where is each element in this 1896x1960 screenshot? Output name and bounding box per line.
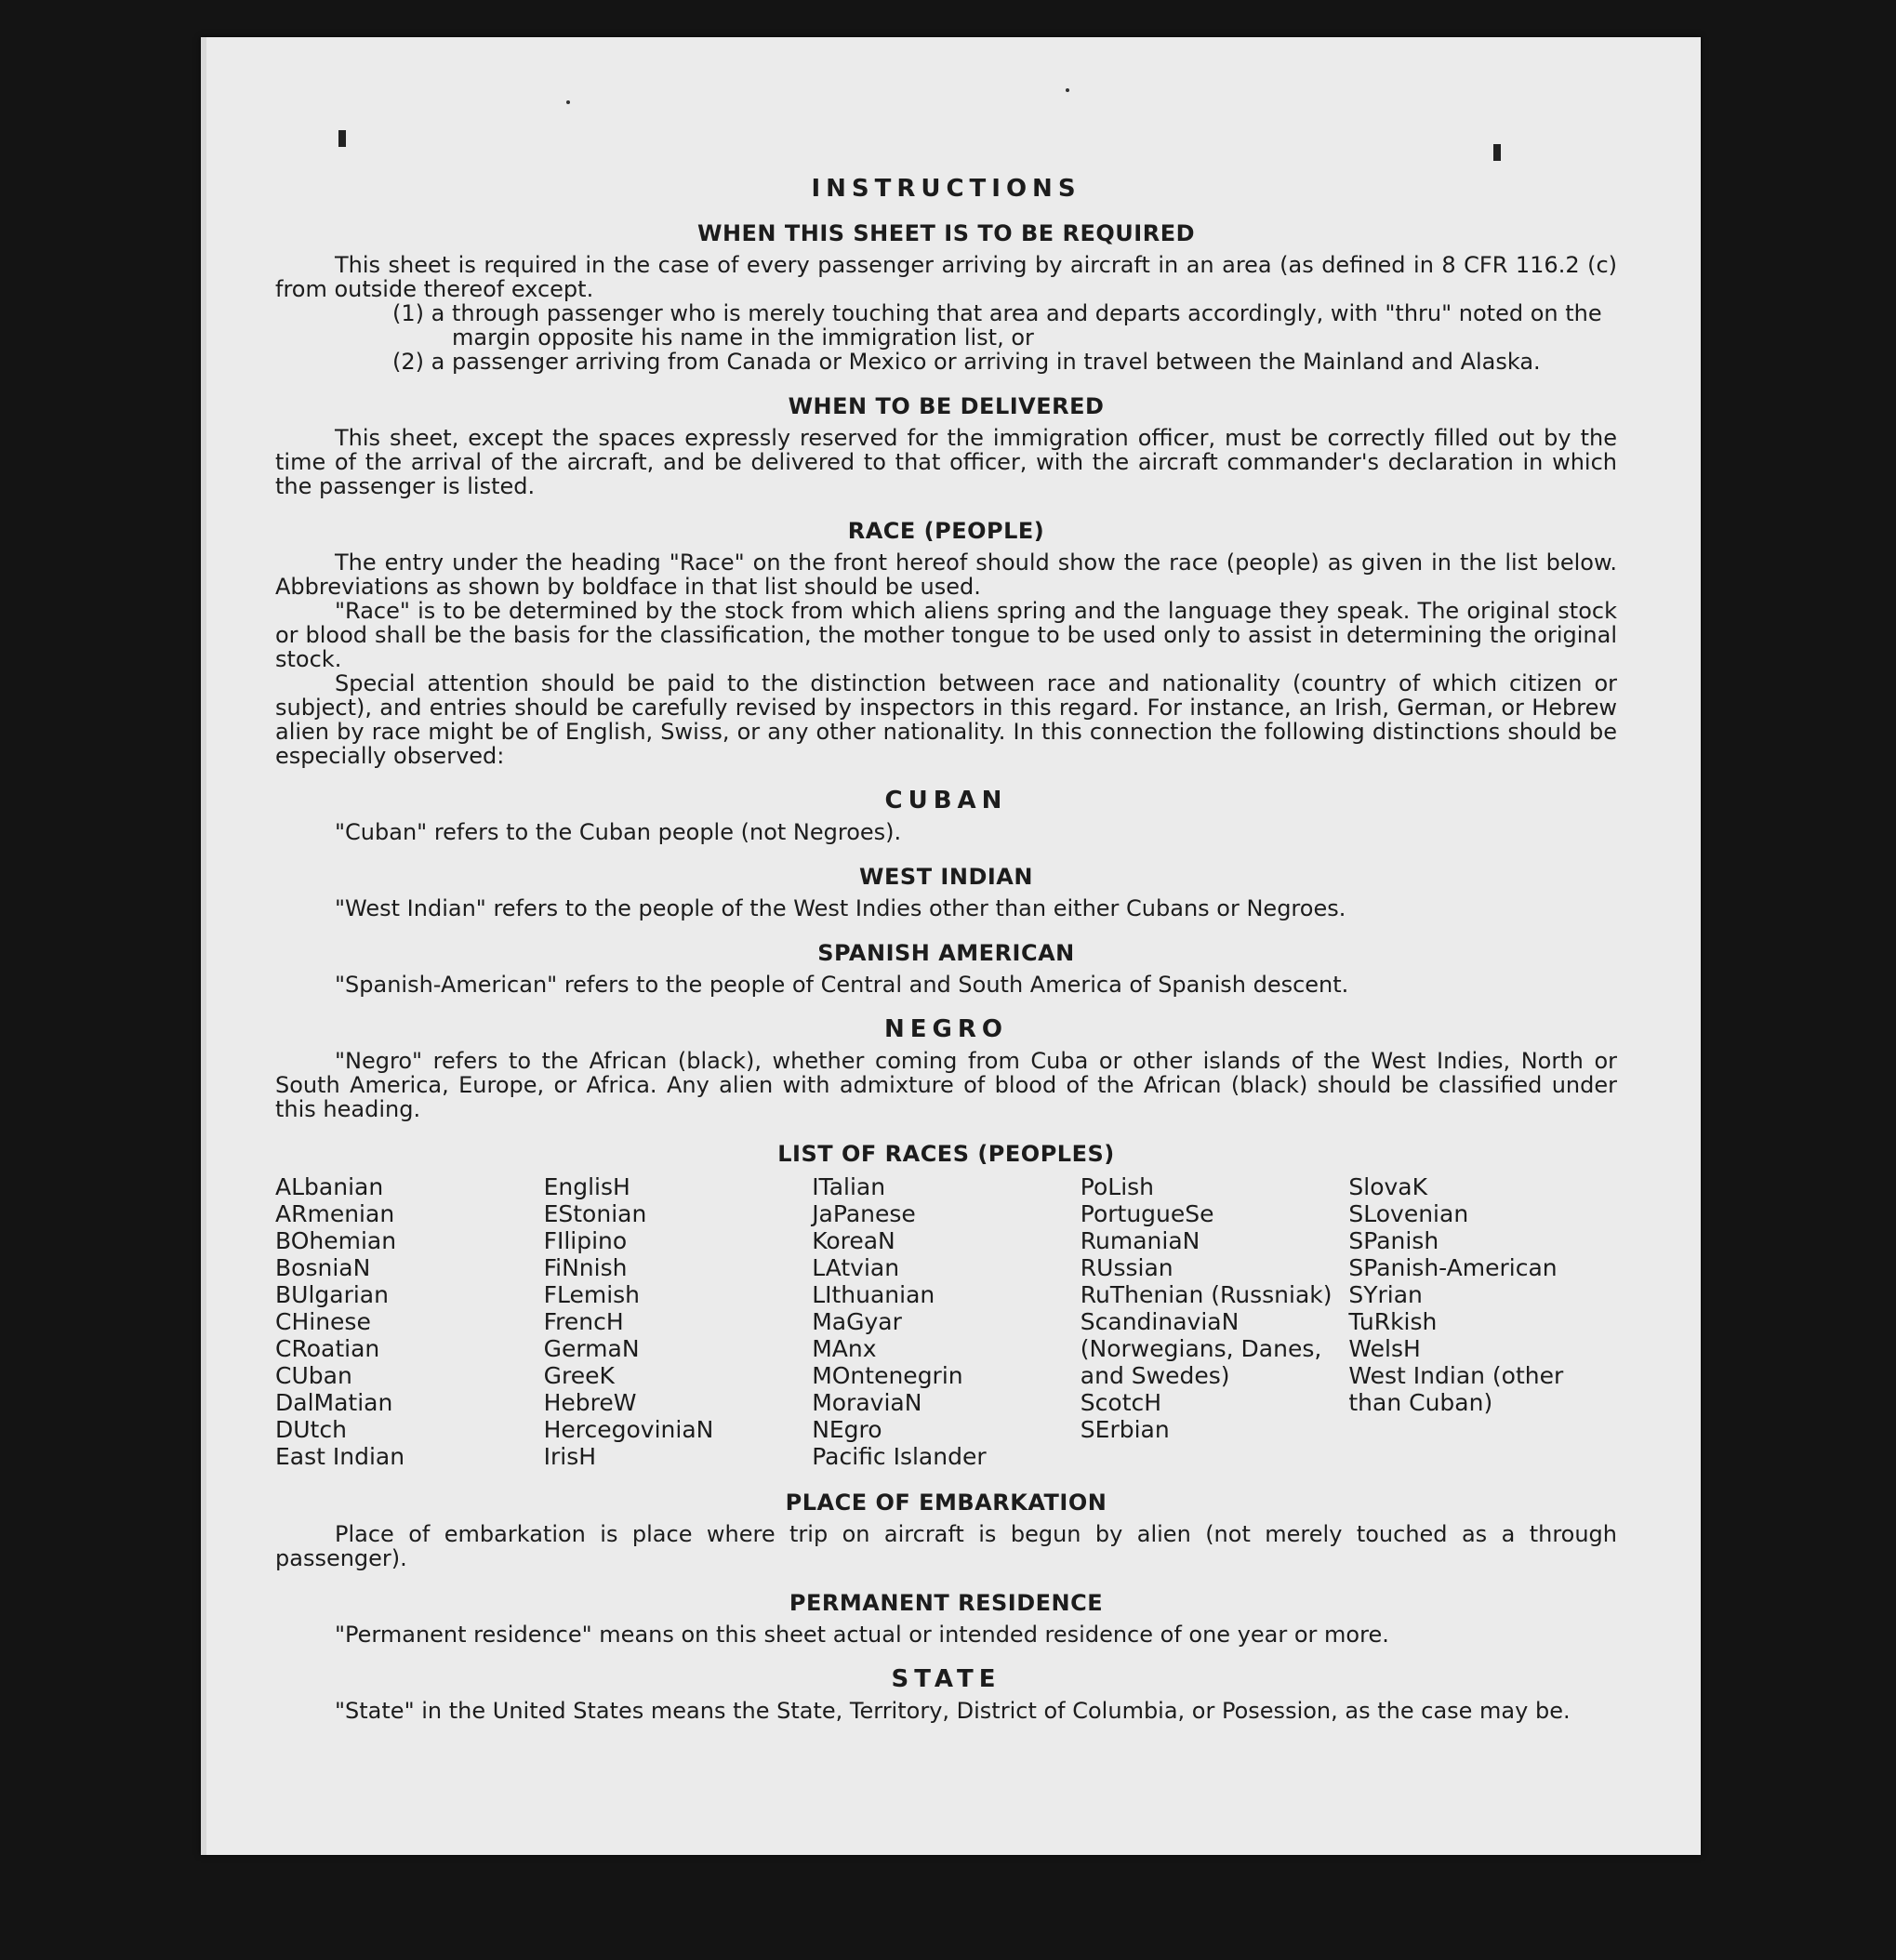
race-entry: ITalian (812, 1173, 886, 1200)
race-entry: BOhemian (275, 1227, 397, 1254)
race-entry: SErbian (1080, 1416, 1170, 1443)
paragraph-state: "State" in the United States means the State, Territory, District of Columbia, or Posession, as the case may be. (335, 1698, 1571, 1724)
heading-required: WHEN THIS SHEET IS TO BE REQUIRED (696, 220, 1196, 246)
race-entry: SLovenian (1348, 1200, 1469, 1227)
race-entry: FrencH (543, 1308, 624, 1335)
heading-west-indian: WEST INDIAN (859, 864, 1033, 890)
race-entry: BUlgarian (275, 1281, 389, 1308)
race-entry: MAnx (812, 1335, 877, 1362)
race-entry: DalMatian (275, 1389, 393, 1416)
race-list (275, 1173, 1617, 1470)
race-entry: ScandinaviaN (Norwegians, Danes, and Swedes) (1080, 1308, 1330, 1389)
race-entry: RuThenian (Russniak) (1080, 1281, 1333, 1308)
race-entry: SPanish-American (1348, 1254, 1558, 1281)
race-entry: IrisH (543, 1443, 597, 1470)
race-entry: DUtch (275, 1416, 347, 1443)
exception-item-1: (1) a through passenger who is merely touching that area and departs accordingly, with "thru" noted on the margin opposite his name in the immigration list, or (392, 300, 1602, 351)
race-entry: GreeK (543, 1362, 615, 1389)
race-entry: FIlipino (543, 1227, 628, 1254)
paragraph-west-indian: "West Indian" refers to the people of the West Indies other than either Cubans or Negroes. (335, 895, 1346, 921)
heading-list-of-races: LIST OF RACES (PEOPLES) (777, 1141, 1115, 1167)
race-entry: TuRkish (1348, 1308, 1438, 1335)
race-entry: FLemish (543, 1281, 641, 1308)
race-entry: SYrian (1348, 1281, 1423, 1308)
race-column-2 (544, 1173, 813, 1470)
heading-state: STATE (891, 1665, 1001, 1693)
race-entry: ALbanian (275, 1173, 384, 1200)
paragraph-residence: "Permanent residence" means on this sheet actual or intended residence of one year or more. (335, 1622, 1389, 1648)
heading-race: RACE (PEOPLE) (847, 518, 1045, 544)
race-entry: CUban (275, 1362, 352, 1389)
race-column-4 (1081, 1173, 1349, 1470)
race-entry: WelsH (1348, 1335, 1421, 1362)
paragraph-delivered: This sheet, except the spaces expressly reserved for the immigration officer, must be correctly filled out by the time of the arrival of the aircraft, and be delivered to that officer, with the aircraft commander's declaration in which the passenger is listed. (275, 425, 1617, 499)
paragraph-race-2: "Race" is to be determined by the stock from which aliens spring and the language they speak. The original stock or blood shall be the basis for the classification, the mother tongue to be used only to assist in determining the original stock. (275, 598, 1617, 672)
race-entry: Pacific Islander (812, 1443, 987, 1470)
race-entry: CRoatian (275, 1335, 380, 1362)
race-entry: CHinese (275, 1308, 371, 1335)
exception-item-2: (2) a passenger arriving from Canada or Mexico or arriving in travel between the Mainland and Alaska. (392, 349, 1541, 375)
race-entry: RumaniaN (1080, 1227, 1200, 1254)
instructions-body (275, 177, 1617, 1723)
race-entry: West Indian (other than Cuban) (1348, 1362, 1571, 1416)
race-column-1 (275, 1173, 544, 1470)
race-entry: East Indian (275, 1443, 405, 1470)
race-entry: SPanish (1348, 1227, 1439, 1254)
document-page (201, 37, 1701, 1855)
race-column-5 (1348, 1173, 1617, 1470)
race-entry: MOntenegrin (812, 1362, 963, 1389)
race-entry: EnglisH (543, 1173, 630, 1200)
race-entry: MoraviaN (812, 1389, 922, 1416)
speck (1066, 88, 1069, 92)
page-title: INSTRUCTIONS (811, 175, 1081, 203)
heading-spanish-american: SPANISH AMERICAN (817, 940, 1075, 966)
race-entry: GermaN (543, 1335, 640, 1362)
race-entry: HebreW (543, 1389, 637, 1416)
race-entry: FiNnish (543, 1254, 628, 1281)
race-entry: ARmenian (275, 1200, 395, 1227)
race-entry: SlovaK (1348, 1173, 1427, 1200)
race-entry: RUssian (1080, 1254, 1173, 1281)
paragraph-cuban: "Cuban" refers to the Cuban people (not Negroes). (335, 819, 902, 845)
race-entry: EStonian (543, 1200, 647, 1227)
paragraph-negro: "Negro" refers to the African (black), whether coming from Cuba or other islands of the West Indies, North or South America, Europe, or Africa. Any alien with admixture of blood of the African (black) should be classified under this heading. (275, 1048, 1617, 1122)
paragraph-race-3: Special attention should be paid to the distinction between race and nationality (country of which citizen or subject), and entries should be carefully revised by inspectors in this regard. For instance, an Irish, German, or Hebrew alien by race might be of English, Swiss, or any other nationality. In this connection the following distinctions should be especially observed: (275, 670, 1617, 769)
race-entry: NEgro (812, 1416, 882, 1443)
punch-mark-left (338, 130, 346, 147)
paragraph-required: This sheet is required in the case of every passenger arriving by aircraft in an area (as defined in 8 CFR 116.2 (c) from outside thereof except. (275, 252, 1617, 302)
heading-delivered: WHEN TO BE DELIVERED (788, 393, 1105, 419)
paragraph-embarkation: Place of embarkation is place where trip on aircraft is begun by alien (not merely touched as a through passenger). (275, 1521, 1617, 1571)
race-entry: HercegoviniaN (543, 1416, 714, 1443)
race-entry: PoLish (1080, 1173, 1155, 1200)
speck (566, 100, 570, 104)
heading-cuban: CUBAN (884, 787, 1008, 814)
paragraph-spanish-american: "Spanish-American" refers to the people of Central and South America of Spanish descent. (335, 972, 1349, 998)
paragraph-race-1: The entry under the heading "Race" on the front hereof should show the race (people) as given in the list below. Abbreviations as shown by boldface in that list should be used. (275, 550, 1617, 600)
race-entry: KoreaN (812, 1227, 895, 1254)
race-entry: ScotcH (1080, 1389, 1162, 1416)
race-entry: PortugueSe (1080, 1200, 1214, 1227)
race-entry: MaGyar (812, 1308, 902, 1335)
race-entry: LIthuanian (812, 1281, 935, 1308)
race-entry: BosniaN (275, 1254, 371, 1281)
heading-negro: NEGRO (884, 1015, 1008, 1043)
page-edge (201, 37, 206, 1855)
race-column-3 (812, 1173, 1081, 1470)
heading-embarkation: PLACE OF EMBARKATION (785, 1490, 1107, 1516)
race-entry: LAtvian (812, 1254, 900, 1281)
punch-mark-right (1493, 144, 1501, 161)
race-entry: JaPanese (812, 1200, 916, 1227)
heading-residence: PERMANENT RESIDENCE (789, 1590, 1104, 1616)
